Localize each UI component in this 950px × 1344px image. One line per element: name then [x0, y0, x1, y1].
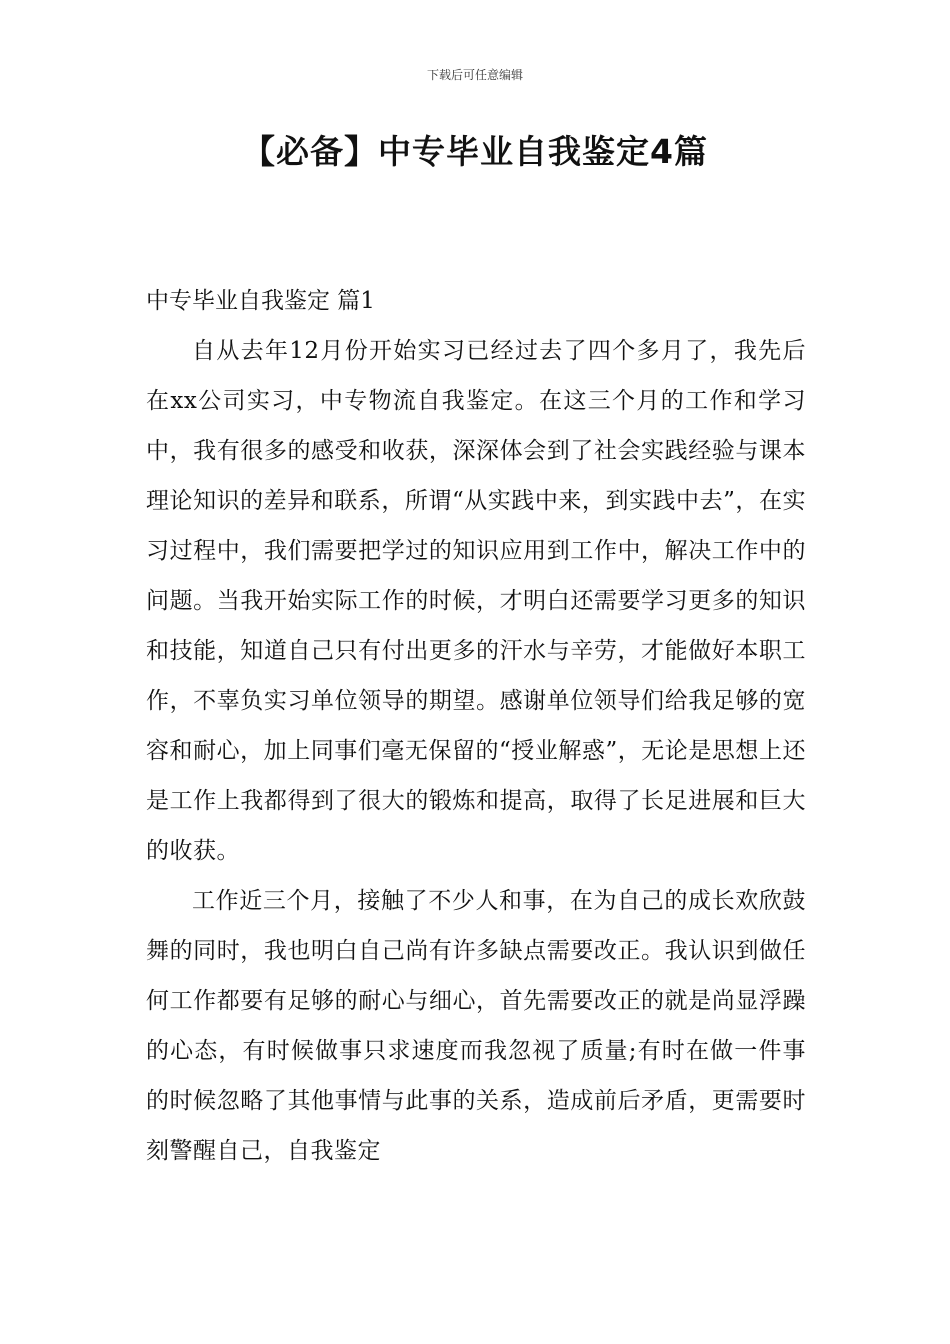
paragraph: 自从去年12月份开始实习已经过去了四个多月了，我先后在xx公司实习，中专物流自我鉴定。在这三个月的工作和学习中，我有很多的感受和收获，深深体会到了社会实践经验与课本理论知识的差异和联系，所谓“从实践中来，到实践中去”，在实习过程中，我们需要把学过的知识应用到工作中，解决工作中的问题。当我开始实际工作的时候，才明白还需要学习更多的知识和技能，知道自己只有付出更多的汗水与辛劳，才能做好本职工作，不辜负实习单位领导的期望。感谢单位领导们给我足够的宽容和耐心，加上同事们毫无保留的“授业解惑”，无论是思想上还是工作上我都得到了很大的锻炼和提高，取得了长足进展和巨大的收获。 [146, 338, 806, 864]
document-title: 【必备】中专毕业自我鉴定4篇 [242, 132, 708, 171]
section-heading: 中专毕业自我鉴定 篇1 [146, 288, 375, 314]
document-body [146, 276, 806, 1176]
header-note: 下载后可任意编辑 [426, 68, 523, 82]
paragraph: 工作近三个月，接触了不少人和事，在为自己的成长欢欣鼓舞的同时，我也明白自己尚有许多缺点需要改正。我认识到做任何工作都要有足够的耐心与细心，首先需要改正的就是尚显浮躁的心态，有时候做事只求速度而我忽视了质量;有时在做一件事的时候忽略了其他事情与此事的关系，造成前后矛盾，更需要时刻警醒自己，自我鉴定 [146, 888, 806, 1164]
